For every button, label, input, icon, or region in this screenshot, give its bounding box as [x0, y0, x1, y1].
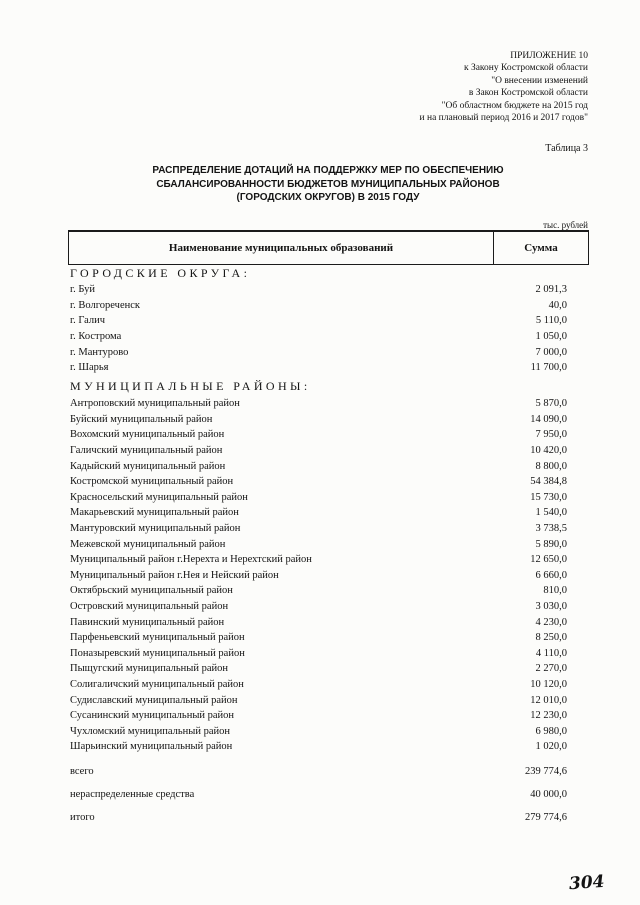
row-value: 12 230,0	[530, 710, 567, 722]
row-value: 5 870,0	[535, 398, 567, 410]
table-row	[70, 412, 567, 428]
table-row	[70, 677, 567, 693]
row-name: г. Буй	[70, 284, 96, 296]
row-name: Макарьевский муниципальный район	[70, 507, 239, 519]
row-value: 6 660,0	[535, 569, 567, 581]
title-line: (ГОРОДСКИХ ОКРУГОВ) В 2015 ГОДУ	[236, 192, 420, 203]
row-name: Шарьинский муниципальный район	[70, 741, 233, 753]
row-name: Пыщугский муниципальный район	[70, 663, 228, 675]
row-name: Галичский муниципальный район	[70, 445, 223, 457]
row-name: Красносельский муниципальный район	[70, 491, 248, 503]
row-name: Вохомский муниципальный район	[70, 429, 225, 441]
row-name: Костромской муниципальный район	[70, 476, 234, 488]
appendix-line: ПРИЛОЖЕНИЕ 10	[510, 51, 588, 61]
row-value: 1 540,0	[535, 507, 567, 519]
row-name: Муниципальный район г.Нерехта и Нерехтский район	[70, 554, 312, 566]
grand-total-value: 279 774,6	[525, 812, 567, 823]
table-row	[70, 490, 567, 506]
table-row	[70, 458, 567, 474]
table-row	[70, 692, 567, 708]
table-row	[70, 282, 567, 298]
row-value: 3 738,5	[535, 523, 567, 535]
table-row	[70, 646, 567, 662]
total-label: всего	[70, 766, 94, 777]
appendix-line: в Закон Костромской области	[468, 88, 588, 99]
row-value: 4 110,0	[535, 647, 567, 659]
row-name: Сусанинский муниципальный район	[70, 710, 235, 722]
row-name: г. Кострома	[70, 331, 122, 343]
row-value: 4 230,0	[535, 616, 567, 628]
row-name: г. Волгореченск	[70, 299, 140, 311]
row-value: 7 000,0	[535, 346, 567, 358]
table-row	[70, 521, 567, 537]
row-name: Антроповский муниципальный район	[70, 398, 240, 410]
table-row	[70, 599, 567, 615]
row-value: 5 890,0	[535, 538, 567, 550]
row-name: Солигаличский муниципальный район	[70, 678, 244, 690]
districts-list	[70, 396, 567, 755]
table-row	[70, 630, 567, 646]
row-name: Мантуровский муниципальный район	[70, 523, 241, 535]
document-title	[110, 164, 546, 205]
table-row	[70, 661, 567, 677]
row-value: 15 730,0	[530, 491, 567, 503]
table-row	[70, 313, 567, 329]
row-value: 12 010,0	[530, 694, 567, 706]
section-cities: ГОРОДСКИЕ ОКРУГА:	[70, 266, 251, 280]
row-name: Октябрьский муниципальный район	[70, 585, 233, 597]
row-name: г. Галич	[70, 315, 106, 327]
row-value: 2 270,0	[535, 663, 567, 675]
row-name: Муниципальный район г.Нея и Нейский район	[70, 569, 279, 581]
table-row	[70, 536, 567, 552]
title-line: СБАЛАНСИРОВАННОСТИ БЮДЖЕТОВ МУНИЦИПАЛЬНЫХ РАЙОНОВ	[156, 178, 500, 190]
table-header	[68, 230, 589, 265]
appendix-line: и на плановый период 2016 и 2017 годов"	[419, 113, 588, 124]
table-row	[70, 708, 567, 724]
row-value: 3 030,0	[535, 601, 567, 613]
row-name: г. Шарья	[70, 362, 109, 374]
handwritten-page-number: 304	[567, 871, 605, 895]
appendix-header	[420, 50, 588, 124]
row-value: 8 250,0	[535, 632, 567, 644]
table-row	[70, 505, 567, 521]
total-value: 239 774,6	[525, 766, 567, 777]
table-row	[70, 329, 567, 345]
row-name: Судиславский муниципальный район	[70, 694, 238, 706]
row-value: 10 420,0	[530, 445, 567, 457]
cities-list	[70, 282, 567, 376]
table-row	[70, 739, 567, 755]
table-row	[70, 614, 567, 630]
units-label: тыс. рублей	[543, 220, 588, 230]
table-row	[70, 443, 567, 459]
table-row	[70, 344, 567, 360]
row-value: 14 090,0	[530, 413, 567, 425]
grand-total-label: итого	[70, 812, 95, 823]
table-row	[70, 474, 567, 490]
table-row	[70, 427, 567, 443]
row-value: 810,0	[543, 585, 567, 597]
row-name: Павинский муниципальный район	[70, 616, 225, 628]
table-row	[70, 396, 567, 412]
row-value: 5 110,0	[535, 315, 567, 327]
section-districts: МУНИЦИПАЛЬНЫЕ РАЙОНЫ:	[70, 379, 311, 393]
row-name: Парфеньевский муниципальный район	[70, 632, 245, 644]
table-row	[70, 360, 567, 376]
row-name: г. Мантурово	[70, 346, 129, 358]
total-row	[70, 766, 567, 777]
table-row	[70, 583, 567, 599]
header-sum-column: Сумма	[493, 232, 588, 264]
undistributed-label: нераспределенные средства	[70, 789, 195, 800]
row-name: Чухломский муниципальный район	[70, 725, 230, 737]
row-name: Кадыйский муниципальный район	[70, 460, 226, 472]
table-row	[70, 568, 567, 584]
header-name-column: Наименование муниципальных образований	[168, 242, 394, 254]
row-value: 40,0	[548, 299, 567, 311]
appendix-line: "О внесении изменений	[491, 75, 588, 86]
row-value: 2 091,3	[535, 284, 567, 296]
row-value: 6 980,0	[535, 725, 567, 737]
appendix-line: к Закону Костромской области	[463, 63, 588, 74]
grand-total-row	[70, 812, 567, 823]
table-row	[70, 552, 567, 568]
row-value: 11 700,0	[530, 362, 567, 374]
table-label: Таблица 3	[545, 143, 588, 154]
undistributed-row	[70, 789, 567, 800]
row-value: 54 384,8	[530, 476, 567, 488]
row-name: Островский муниципальный район	[70, 601, 229, 613]
undistributed-value: 40 000,0	[530, 789, 567, 800]
table-row	[70, 723, 567, 739]
row-name: Буйский муниципальный район	[70, 413, 213, 425]
title-line: РАСПРЕДЕЛЕНИЕ ДОТАЦИЙ НА ПОДДЕРЖКУ МЕР ПО ОБЕСПЕЧЕНИЮ	[152, 165, 504, 176]
row-value: 7 950,0	[535, 429, 567, 441]
row-value: 12 650,0	[530, 554, 567, 566]
row-value: 8 800,0	[535, 460, 567, 472]
row-name: Межевской муниципальный район	[70, 538, 226, 550]
row-name: Поназыревский муниципальный район	[70, 647, 245, 659]
row-value: 10 120,0	[530, 678, 567, 690]
row-value: 1 020,0	[535, 741, 567, 753]
table-row	[70, 298, 567, 314]
row-value: 1 050,0	[535, 331, 567, 343]
appendix-line: "Об областном бюджете на 2015 год	[441, 100, 588, 111]
